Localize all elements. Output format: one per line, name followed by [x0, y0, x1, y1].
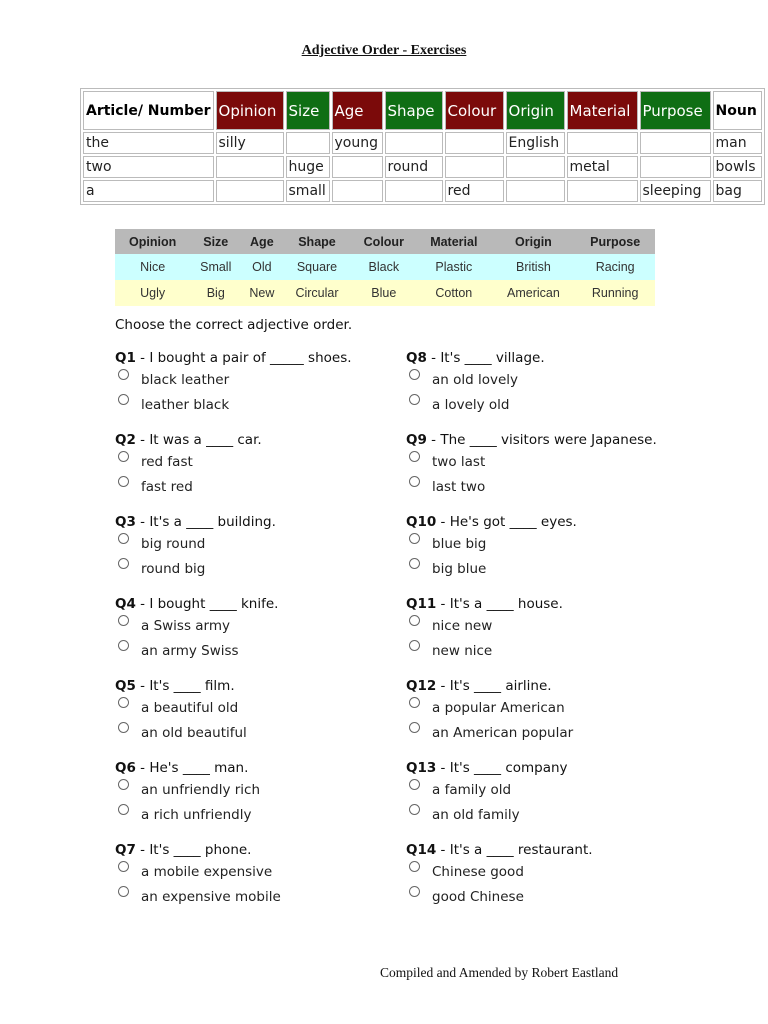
- question-number: Q1: [115, 350, 136, 366]
- order-header-cell: Origin: [506, 91, 565, 130]
- answer-option-label: an expensive mobile: [141, 889, 281, 905]
- order-header-cell: Noun: [713, 91, 762, 130]
- order-table-cell: [385, 180, 443, 202]
- question-block: [406, 350, 545, 416]
- answer-option[interactable]: [406, 555, 577, 580]
- answer-option-label: big blue: [432, 561, 487, 577]
- reference-table-cell: American: [492, 280, 576, 306]
- answer-option-label: a beautiful old: [141, 700, 239, 716]
- radio-button[interactable]: [118, 861, 129, 872]
- answer-option[interactable]: [406, 473, 657, 498]
- answer-option[interactable]: [115, 719, 247, 744]
- answer-option-label: fast red: [141, 479, 193, 495]
- answer-option[interactable]: [406, 366, 545, 391]
- radio-button[interactable]: [118, 697, 129, 708]
- question-prompt: - I bought a pair of _____ shoes.: [135, 350, 352, 366]
- question-prompt: - It's a ____ restaurant.: [436, 842, 593, 858]
- answer-option-label: nice new: [432, 618, 493, 634]
- question-block: [115, 432, 262, 498]
- answer-option-label: an army Swiss: [141, 643, 239, 659]
- radio-button[interactable]: [409, 804, 420, 815]
- reference-header-cell: Age: [241, 229, 282, 254]
- radio-button[interactable]: [118, 369, 129, 380]
- reference-table-cell: Cotton: [416, 280, 491, 306]
- question-prompt: - The ____ visitors were Japanese.: [426, 432, 657, 448]
- reference-header-cell: Colour: [351, 229, 416, 254]
- radio-button[interactable]: [118, 886, 129, 897]
- order-table-cell: [445, 156, 504, 178]
- order-table-cell: [506, 156, 565, 178]
- order-table-cell: [567, 132, 638, 154]
- reference-table-cell: Old: [241, 254, 282, 280]
- order-header-cell: Material: [567, 91, 638, 130]
- question-number: Q8: [406, 350, 427, 366]
- question-prompt: - It's ____ phone.: [135, 842, 252, 858]
- radio-button[interactable]: [409, 451, 420, 462]
- question-block: [406, 678, 574, 744]
- answer-option[interactable]: [115, 391, 352, 416]
- question-number: Q5: [115, 678, 136, 694]
- order-table-cell: two: [83, 156, 214, 178]
- radio-button[interactable]: [409, 640, 420, 651]
- question-block: [115, 678, 247, 744]
- reference-table-cell: Circular: [283, 280, 352, 306]
- question-text: [406, 760, 568, 776]
- order-header-cell: Opinion: [216, 91, 284, 130]
- answer-option-label: an old lovely: [432, 372, 519, 388]
- question-number: Q13: [406, 760, 437, 776]
- answer-option-label: black leather: [141, 372, 230, 388]
- question-block: [406, 514, 577, 580]
- order-table-cell: [216, 156, 284, 178]
- question-number: Q6: [115, 760, 136, 776]
- order-table-cell: young: [332, 132, 383, 154]
- radio-button[interactable]: [409, 476, 420, 487]
- question-block: [115, 760, 261, 826]
- radio-button[interactable]: [409, 779, 420, 790]
- answer-option-label: an old family: [432, 807, 520, 823]
- question-text: [115, 596, 278, 612]
- question-prompt: - It's ____ village.: [426, 350, 545, 366]
- reference-table-row: [115, 254, 655, 280]
- order-table-cell: silly: [216, 132, 284, 154]
- question-block: [406, 760, 568, 826]
- question-number: Q9: [406, 432, 427, 448]
- order-header-cell: Purpose: [640, 91, 711, 130]
- question-text: [115, 678, 235, 694]
- reference-table-cell: Small: [190, 254, 241, 280]
- order-header-cell: Age: [332, 91, 383, 130]
- answer-option[interactable]: [406, 637, 563, 662]
- answer-option-label: last two: [432, 479, 486, 495]
- question-text: [406, 842, 593, 858]
- answer-option[interactable]: [115, 637, 278, 662]
- question-text: [115, 842, 251, 858]
- answer-option[interactable]: [115, 858, 273, 883]
- reference-table-body: [115, 254, 655, 306]
- radio-button[interactable]: [118, 615, 129, 626]
- question-number: Q12: [406, 678, 437, 694]
- reference-table-cell: Ugly: [115, 280, 190, 306]
- order-table-cell: huge: [286, 156, 330, 178]
- answer-option-label: a rich unfriendly: [141, 807, 252, 823]
- answer-option[interactable]: [406, 719, 574, 744]
- order-header-cell: Shape: [385, 91, 443, 130]
- question-prompt: - It was a ____ car.: [135, 432, 262, 448]
- radio-button[interactable]: [409, 533, 420, 544]
- answer-option[interactable]: [406, 448, 657, 473]
- reference-header-cell: Origin: [492, 229, 576, 254]
- reference-table-header-row: [115, 229, 655, 254]
- question-text: [406, 432, 657, 448]
- question-number: Q2: [115, 432, 136, 448]
- answer-option-label: Chinese good: [432, 864, 524, 880]
- adjective-reference-table: [115, 229, 655, 306]
- answer-option[interactable]: [406, 391, 545, 416]
- question-prompt: - I bought ____ knife.: [135, 596, 279, 612]
- order-table-row: [83, 156, 762, 178]
- question-number: Q7: [115, 842, 136, 858]
- question-text: [115, 432, 262, 448]
- question-block: [406, 842, 593, 908]
- order-table-cell: [286, 132, 330, 154]
- radio-button[interactable]: [409, 369, 420, 380]
- answer-option[interactable]: [406, 612, 563, 637]
- order-table-body: [83, 132, 762, 202]
- radio-button[interactable]: [409, 722, 420, 733]
- radio-button[interactable]: [118, 640, 129, 651]
- order-table-cell: [332, 180, 383, 202]
- order-table-cell: sleeping: [640, 180, 711, 202]
- radio-button[interactable]: [118, 476, 129, 487]
- answer-option-label: blue big: [432, 536, 487, 552]
- question-number: Q14: [406, 842, 437, 858]
- answer-option-label: new nice: [432, 643, 493, 659]
- answer-option[interactable]: [406, 776, 568, 801]
- order-table-cell: bag: [713, 180, 762, 202]
- order-table-cell: [385, 132, 443, 154]
- answer-option-label: an American popular: [432, 725, 574, 741]
- radio-button[interactable]: [409, 861, 420, 872]
- radio-button[interactable]: [409, 394, 420, 405]
- instruction-text: Choose the correct adjective order.: [115, 317, 353, 333]
- order-table-cell: round: [385, 156, 443, 178]
- adjective-order-table: [80, 88, 765, 205]
- answer-option[interactable]: [115, 473, 262, 498]
- radio-button[interactable]: [409, 558, 420, 569]
- answer-option-label: a Swiss army: [141, 618, 231, 634]
- reference-table-cell: Blue: [351, 280, 416, 306]
- question-prompt: - It's ____ airline.: [436, 678, 552, 694]
- answer-option[interactable]: [406, 883, 593, 908]
- answer-option[interactable]: [115, 366, 352, 391]
- radio-button[interactable]: [409, 697, 420, 708]
- order-table-row: [83, 132, 762, 154]
- answer-option[interactable]: [115, 776, 261, 801]
- reference-header-cell: Size: [190, 229, 241, 254]
- radio-button[interactable]: [118, 722, 129, 733]
- question-prompt: - He's got ____ eyes.: [436, 514, 577, 530]
- question-text: [406, 596, 563, 612]
- question-prompt: - It's a ____ house.: [436, 596, 563, 612]
- question-number: Q11: [406, 596, 437, 612]
- order-table-header-row: [83, 91, 762, 130]
- radio-button[interactable]: [118, 779, 129, 790]
- question-number: Q10: [406, 514, 437, 530]
- reference-header-cell: Shape: [283, 229, 352, 254]
- radio-button[interactable]: [118, 558, 129, 569]
- answer-option[interactable]: [406, 530, 577, 555]
- reference-table-cell: Racing: [575, 254, 655, 280]
- answer-option-label: leather black: [141, 397, 230, 413]
- order-table-cell: small: [286, 180, 330, 202]
- answer-option-label: a mobile expensive: [141, 864, 273, 880]
- order-table-cell: [445, 132, 504, 154]
- reference-table-cell: Running: [575, 280, 655, 306]
- reference-table-cell: Black: [351, 254, 416, 280]
- radio-button[interactable]: [118, 451, 129, 462]
- order-table-row: [83, 180, 762, 202]
- question-number: Q4: [115, 596, 136, 612]
- reference-table-cell: Big: [190, 280, 241, 306]
- question-block: [115, 596, 278, 662]
- order-table-cell: [506, 180, 565, 202]
- order-table-cell: bowls: [713, 156, 762, 178]
- order-table-cell: man: [713, 132, 762, 154]
- radio-button[interactable]: [118, 394, 129, 405]
- page-title: Adjective Order - Exercises: [301, 43, 467, 58]
- reference-table-cell: New: [241, 280, 282, 306]
- answer-option[interactable]: [406, 801, 568, 826]
- question-prompt: - It's ____ film.: [135, 678, 235, 694]
- reference-table-row: [115, 280, 655, 306]
- reference-header-cell: Opinion: [115, 229, 190, 254]
- question-text: [115, 350, 352, 366]
- radio-button[interactable]: [409, 886, 420, 897]
- answer-option-label: a lovely old: [432, 397, 510, 413]
- reference-header-cell: Material: [416, 229, 491, 254]
- answer-option-label: round big: [141, 561, 206, 577]
- order-header-cell: Colour: [445, 91, 504, 130]
- order-header-cell: Size: [286, 91, 330, 130]
- order-table-cell: a: [83, 180, 214, 202]
- question-text: [406, 350, 545, 366]
- reference-header-cell: Purpose: [575, 229, 655, 254]
- reference-table-cell: Nice: [115, 254, 190, 280]
- question-text: [115, 760, 248, 776]
- reference-table-cell: Square: [283, 254, 352, 280]
- answer-option[interactable]: [406, 694, 565, 719]
- radio-button[interactable]: [118, 533, 129, 544]
- order-table-cell: [216, 180, 284, 202]
- order-table-cell: English: [506, 132, 565, 154]
- question-prompt: - It's a ____ building.: [135, 514, 276, 530]
- answer-option[interactable]: [115, 448, 262, 473]
- answer-option[interactable]: [115, 801, 252, 826]
- radio-button[interactable]: [118, 804, 129, 815]
- answer-option-label: good Chinese: [432, 889, 524, 905]
- order-table-cell: [640, 156, 711, 178]
- reference-table-cell: British: [492, 254, 576, 280]
- answer-option-label: a family old: [432, 782, 512, 798]
- answer-option-label: two last: [432, 454, 486, 470]
- question-block: [406, 596, 563, 662]
- order-table-cell: red: [445, 180, 504, 202]
- answer-option[interactable]: [115, 694, 239, 719]
- question-text: [406, 678, 552, 694]
- answer-option[interactable]: [115, 612, 278, 637]
- reference-table-cell: Plastic: [416, 254, 491, 280]
- answer-option[interactable]: [115, 883, 281, 908]
- answer-option[interactable]: [115, 530, 276, 555]
- question-block: [406, 432, 657, 498]
- question-prompt: - It's ____ company: [436, 760, 568, 776]
- order-table-cell: the: [83, 132, 214, 154]
- question-block: [115, 350, 352, 416]
- question-number: Q3: [115, 514, 136, 530]
- question-block: [115, 842, 281, 908]
- answer-option-label: big round: [141, 536, 206, 552]
- question-text: [406, 514, 577, 530]
- order-table-cell: metal: [567, 156, 638, 178]
- question-text: [115, 514, 276, 530]
- answer-option-label: red fast: [141, 454, 193, 470]
- footer-credit: Compiled and Amended by Robert Eastland: [380, 965, 619, 980]
- answer-option[interactable]: [115, 555, 276, 580]
- order-table-cell: [567, 180, 638, 202]
- order-table-cell: [640, 132, 711, 154]
- question-block: [115, 514, 276, 580]
- order-table-cell: [332, 156, 383, 178]
- answer-option-label: an old beautiful: [141, 725, 247, 741]
- answer-option-label: an unfriendly rich: [141, 782, 261, 798]
- question-prompt: - He's ____ man.: [135, 760, 249, 776]
- order-header-cell: Article/ Number: [83, 91, 214, 130]
- radio-button[interactable]: [409, 615, 420, 626]
- answer-option[interactable]: [406, 858, 593, 883]
- answer-option-label: a popular American: [432, 700, 565, 716]
